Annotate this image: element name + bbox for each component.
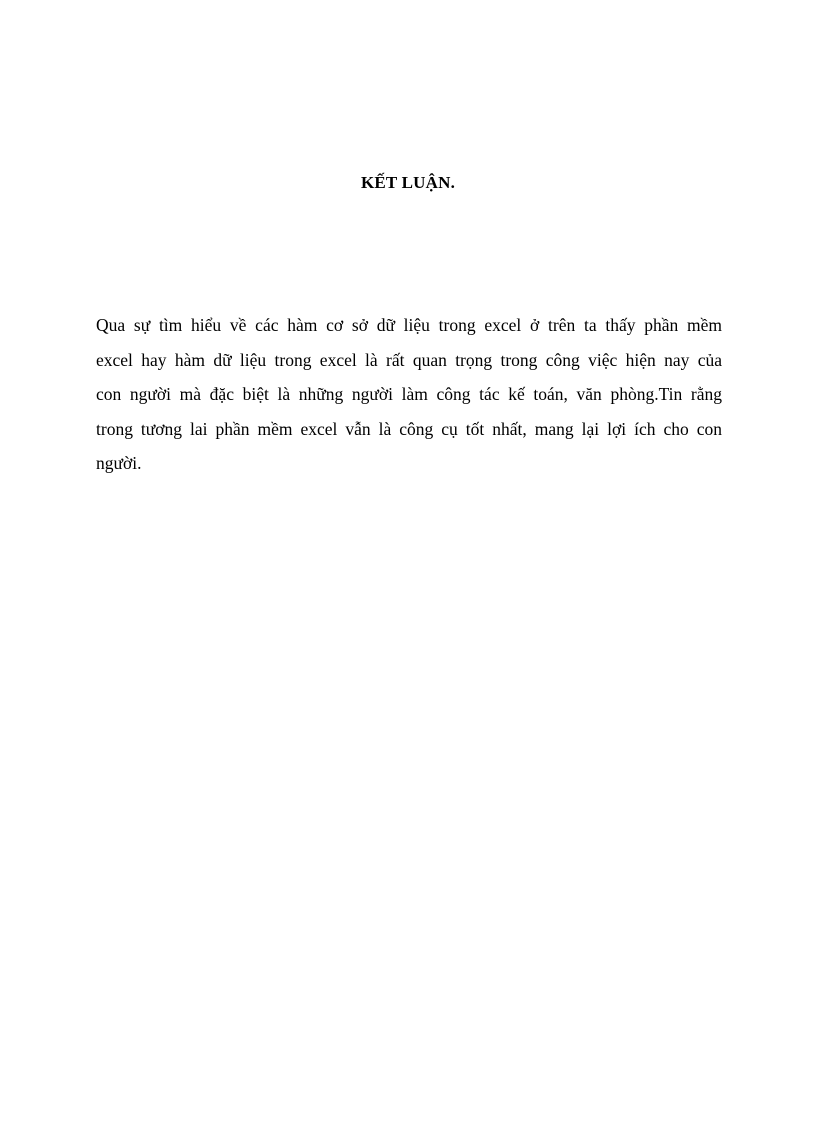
paragraph-line: Qua sự tìm hiểu về các hàm cơ sở dữ liệu trong excel ở trên ta thấy phần mềm <box>96 315 722 335</box>
page-title: KẾT LUẬN. <box>360 173 456 192</box>
conclusion-paragraph <box>96 308 722 481</box>
paragraph-line: người. <box>96 453 142 473</box>
paragraph-line: con người mà đặc biệt là những người làm công tác kế toán, văn phòng.Tin rằng <box>96 384 722 404</box>
paragraph-line: trong tương lai phần mềm excel vẫn là công cụ tốt nhất, mang lại lợi ích cho con <box>96 418 722 439</box>
paragraph-line: excel hay hàm dữ liệu trong excel là rất quan trọng trong công việc hiện nay của <box>96 349 722 370</box>
